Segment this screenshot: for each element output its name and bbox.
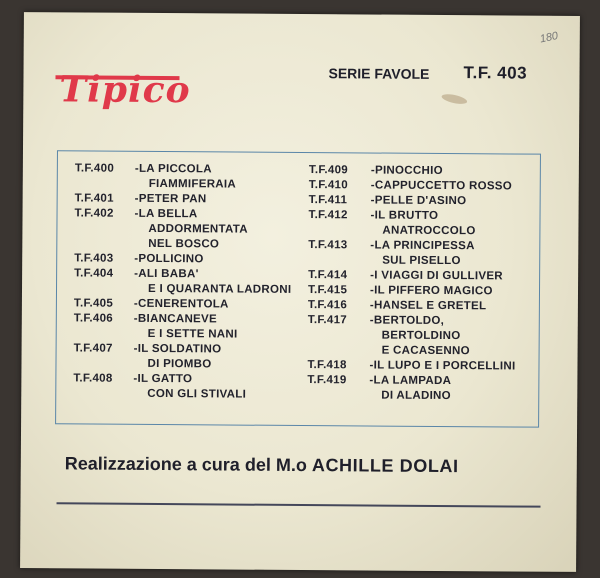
track-title: CENERENTOLA [138,297,229,311]
track-dash: - [133,312,138,325]
track-code [308,328,382,344]
track-code: T.F.404 [74,267,114,280]
track-title: CAPPUCCETTO ROSSO [374,179,513,193]
track-title: PETER PAN [138,192,207,206]
track-row [309,163,517,179]
track-title: ANATROCCOLO [382,224,476,238]
track-code: T.F.411 [308,194,348,207]
track-row [74,266,291,283]
track-dash: - [134,267,139,280]
track-dash: - [370,164,376,177]
track-code [74,236,148,252]
track-code: T.F.405 [73,297,114,310]
track-code: T.F.408 [73,372,113,385]
track-row [73,371,290,388]
track-title: POLLICINO [138,252,204,266]
track-code: T.F.412 [308,209,348,222]
track-row [308,283,516,299]
track-title: IL PIFFERO MAGICO [374,284,493,298]
track-dash: - [370,239,375,252]
credit-name: ACHILLE DOLAI [311,455,459,477]
track-dash: - [133,342,138,355]
track-title: FIAMMIFERAIA [148,177,237,191]
track-title: BERTOLDO, [373,314,445,328]
track-title: E I QUARANTA LADRONI [147,282,292,296]
track-row [308,313,516,329]
track-title: LA LAMPADA [373,374,452,388]
track-code [308,253,382,269]
track-title: SUL PISELLO [382,254,461,268]
track-code: T.F.402 [74,207,114,220]
track-row [74,341,291,358]
track-row [74,311,291,328]
track-title: PELLE D'ASINO [374,194,467,208]
track-dash: - [369,314,374,327]
track-title: IL SOLDATINO [137,342,222,356]
track-dash: - [369,284,375,297]
track-row [73,356,290,373]
track-dash: - [369,374,374,387]
track-code: T.F.419 [307,374,347,387]
track-title: ADDORMENTATA [148,222,248,236]
track-row [308,208,516,224]
track-list-right [307,163,517,404]
track-code [308,223,382,239]
track-title: LA PRINCIPESSA [374,239,475,253]
track-dash: - [134,252,139,265]
track-title: IL BRUTTO [374,209,439,222]
catalog-number: T.F. 403 [463,63,528,83]
track-code [74,326,148,342]
track-dash: - [134,192,139,205]
track-row [74,296,291,313]
track-code [73,386,147,402]
track-code: T.F.410 [308,179,348,192]
track-title: CON GLI STIVALI [147,387,247,401]
track-code [75,176,149,192]
track-title: E I SETTE NANI [147,327,238,341]
track-code: T.F.417 [307,314,348,327]
track-title: IL LUPO E I PORCELLINI [373,359,516,373]
track-row [74,326,291,343]
track-code: T.F.416 [307,299,348,312]
track-title: LA BELLA [138,207,198,221]
divider-line [57,502,541,507]
track-row [307,373,515,389]
track-title: I VIAGGI DI GULLIVER [374,269,503,283]
track-code [73,356,147,372]
track-dash: - [370,209,375,222]
track-title: HANSEL E GRETEL [374,299,487,313]
credit-prefix: Realizzazione a cura del M.o [64,453,307,476]
track-row [308,298,516,314]
track-dash: - [134,207,139,220]
track-code: T.F.400 [74,162,115,175]
handwritten-note: 180 [538,30,560,46]
credit-line [65,453,459,477]
track-row [75,161,292,178]
track-row [75,191,292,208]
track-row [74,206,291,223]
track-title: DI PIOMBO [147,357,212,371]
track-row [307,388,515,404]
track-dash: - [369,359,374,372]
track-code [307,388,381,404]
track-title: NEL BOSCO [148,237,220,251]
track-code: T.F.415 [307,284,348,297]
track-code: T.F.409 [308,164,349,177]
track-row [74,221,291,238]
track-code: T.F.406 [73,312,114,325]
track-dash: - [369,299,375,312]
brand-logo: Tipico [59,68,191,112]
track-code: T.F.407 [73,342,113,355]
track-dash: - [134,162,140,175]
track-dash: - [133,372,138,385]
track-row [307,358,515,374]
track-code: T.F.418 [307,359,347,372]
track-title: LA PICCOLA [138,162,212,176]
track-title: E CACASENNO [381,344,470,358]
track-row [74,281,291,298]
track-title: IL GATTO [137,372,193,386]
track-row [308,238,516,254]
track-row [308,328,516,344]
track-row [73,386,290,403]
track-row [308,223,516,239]
track-title: ALI BABA' [138,267,199,281]
track-row [74,251,291,268]
track-dash: - [370,179,375,192]
track-code: T.F.414 [308,269,348,282]
track-dash: - [370,194,375,207]
track-code: T.F.403 [74,252,114,265]
track-row [308,253,516,269]
track-row [308,343,516,359]
series-label: SERIE FAVOLE [328,65,430,82]
track-code [74,281,148,297]
track-row [308,268,516,284]
track-row [309,193,517,209]
track-title: BIANCANEVE [137,312,218,326]
track-dash: - [133,297,139,310]
track-row [75,176,292,193]
track-row [309,178,517,194]
track-title: PINOCCHIO [374,164,443,177]
stain-mark [441,92,468,105]
track-code: T.F.413 [308,239,348,252]
track-code [74,221,148,237]
track-title: BERTOLDINO [381,329,461,343]
track-code: T.F.401 [74,192,114,205]
track-title: DI ALADINO [381,389,451,403]
record-sleeve [20,12,580,572]
track-row [74,236,291,253]
track-list-left [73,161,292,403]
track-dash: - [370,269,375,282]
track-code [308,343,382,359]
